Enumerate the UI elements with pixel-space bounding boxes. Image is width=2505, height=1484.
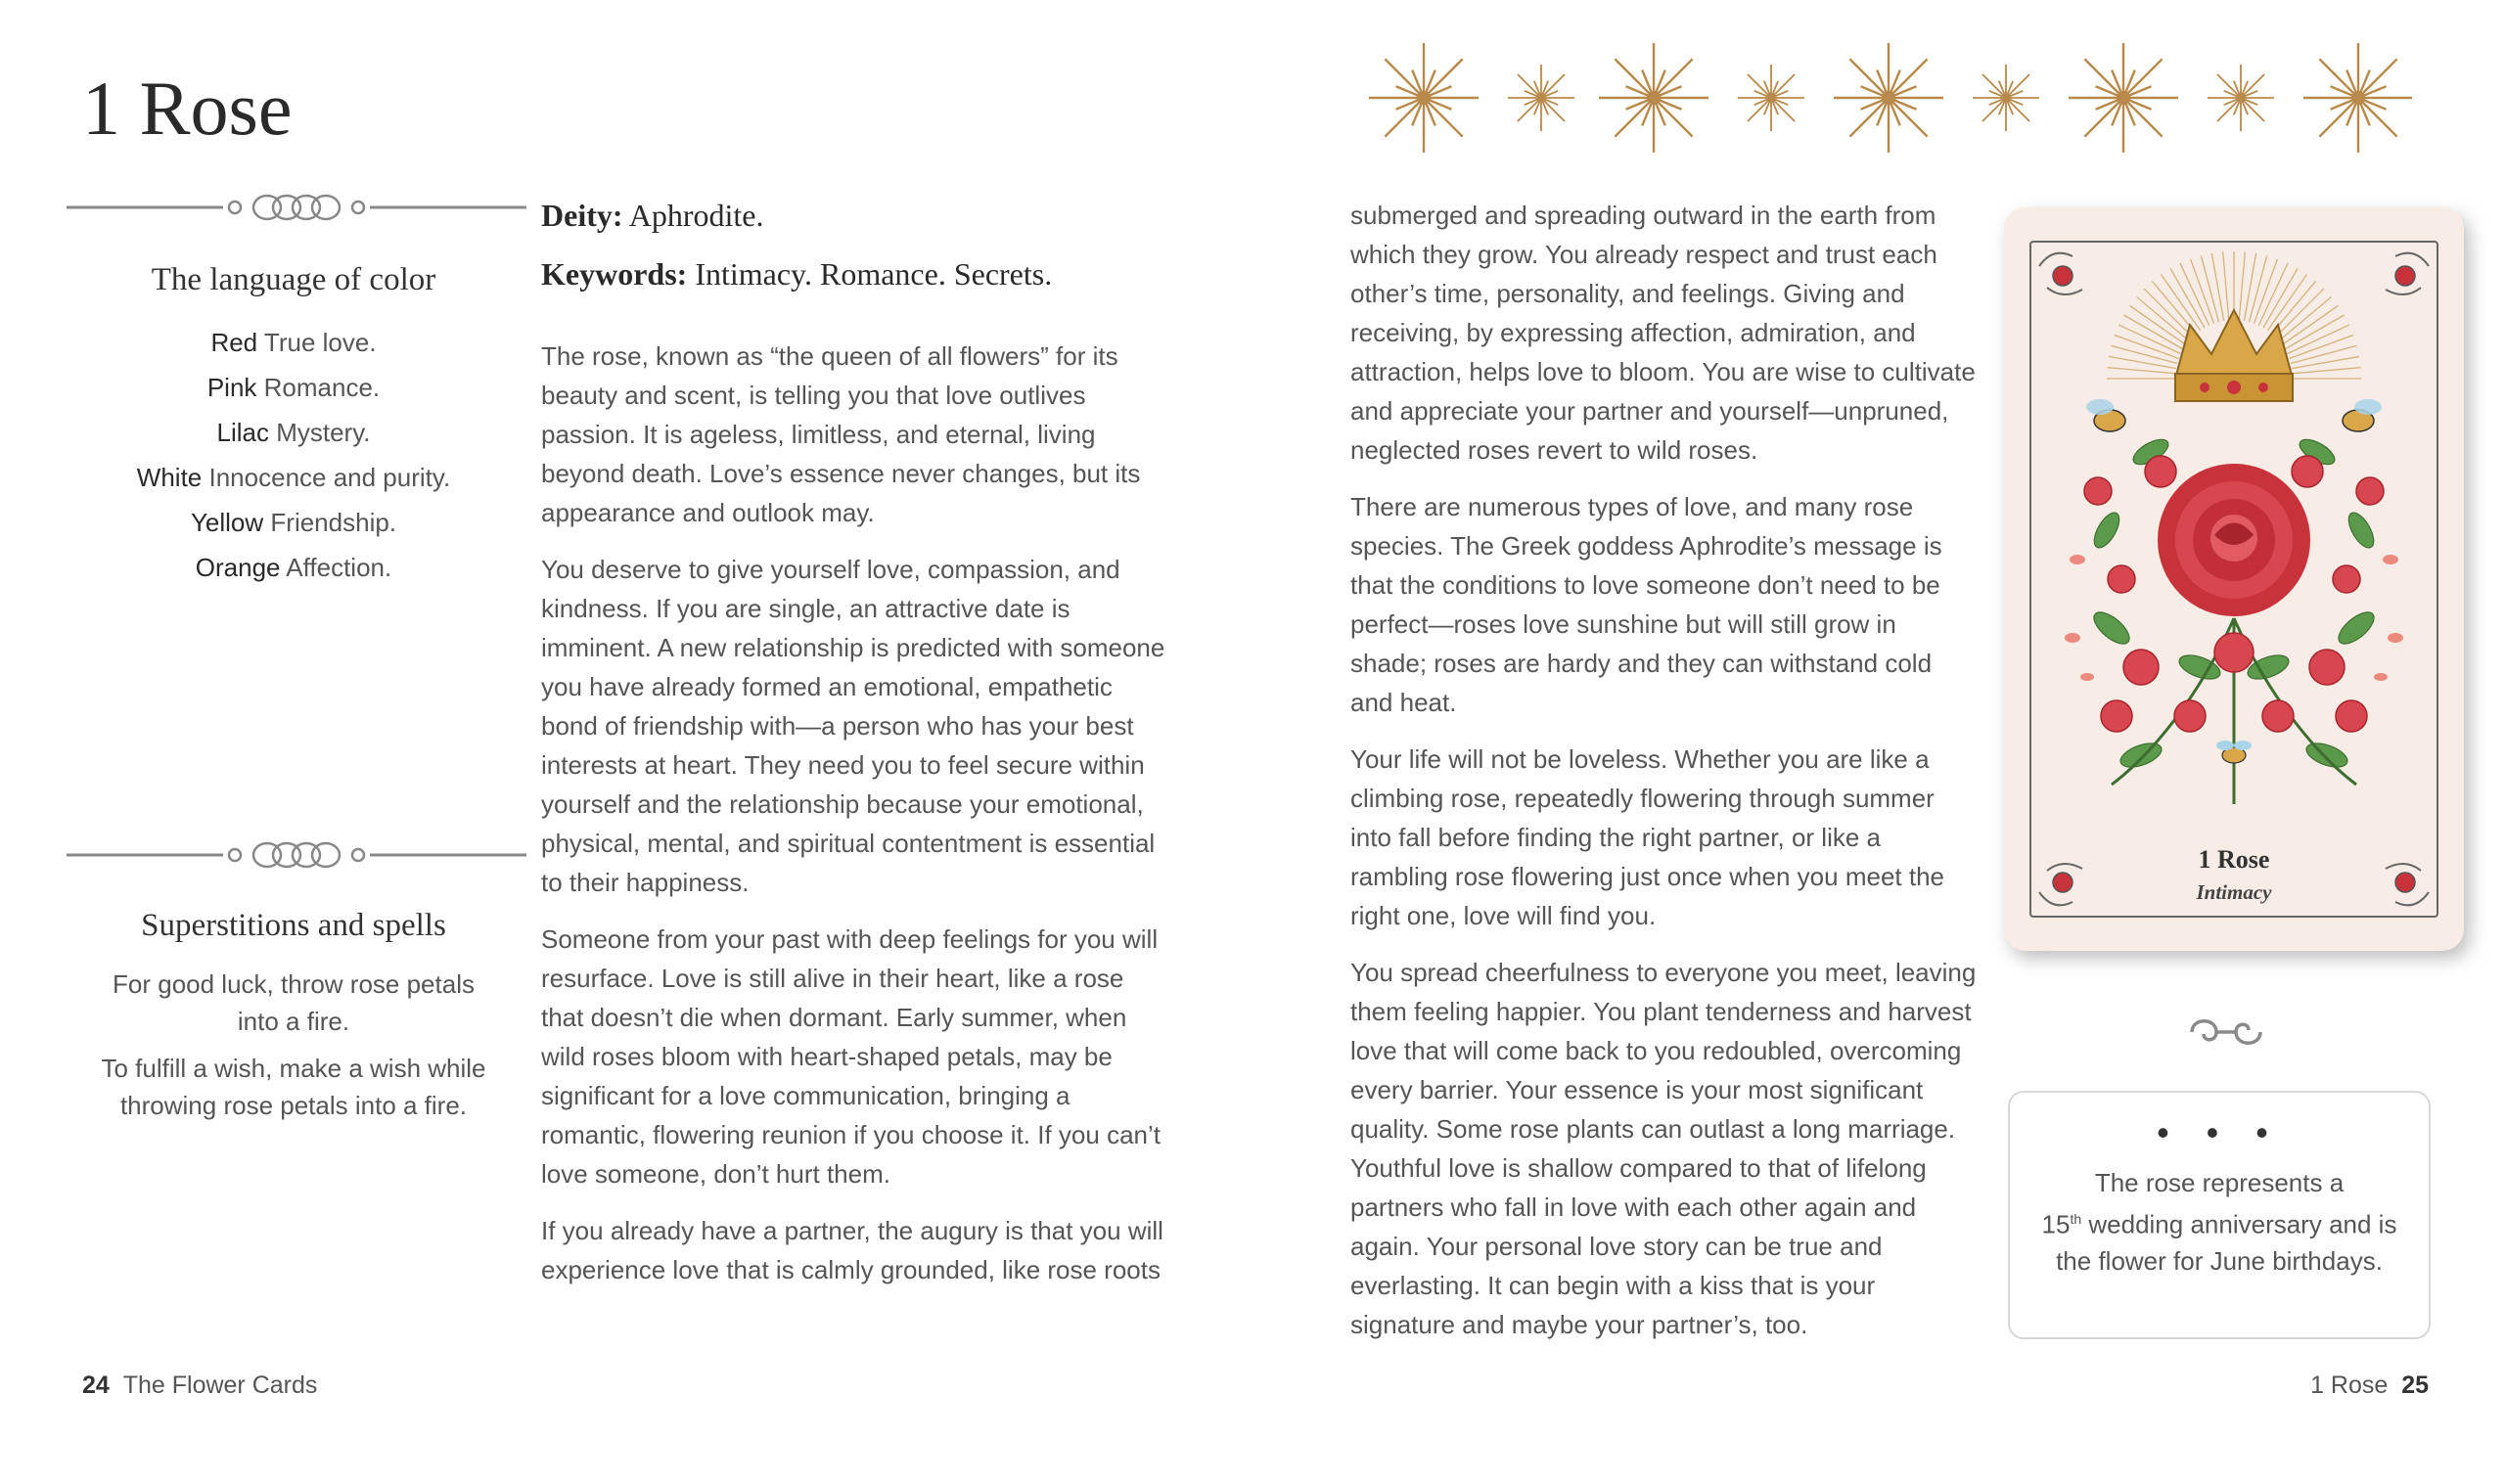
star-ornaments [1355,39,2412,157]
rose-illustration [2004,207,2464,951]
star-icon [1738,65,1804,131]
card-subtitle: Intimacy [2196,880,2272,904]
star-icon [2208,65,2274,131]
superstition-item: To fulfill a wish, make a wish while throwing rose petals into a fire. [101,1054,486,1120]
superstition-item: For good luck, throw rose petals into a fire. [113,969,475,1036]
deity-line: Deity: Aphrodite. [541,198,764,233]
star-icon [1599,43,1708,153]
page-number: 25 [2401,1372,2429,1399]
section-heading: Superstitions and spells [141,908,446,943]
running-footer: 1 Rose [2310,1372,2389,1399]
color-list [68,320,519,590]
star-icon [1834,43,1943,153]
body-paragraph: Someone from your past with deep feelings for you will resurface. Love is still alive in their heart, like a rose that doesn’t die when dormant. Early summer, when wild roses bloom with heart-shaped petals, may be significant for a love communication, bringing a romantic, flowering reunion if you choose it. If you can’t love someone, don’t hurt them. [541,924,1161,1189]
list-item: White Innocence and purity. [136,463,451,492]
right-text-column [1350,196,1977,1362]
body-paragraph: Your life will not be loveless. Whether you are like a climbing rose, repeatedly flowering through summer into fall before finding the right partner, or like a rambling rose flowering just once when you meet the right one, love will find you. [1350,744,1944,930]
list-item: Lilac Mystery. [216,418,371,447]
list-item: Orange Affection. [195,553,392,582]
main-text-column [541,196,1172,1307]
ornament-divider [67,194,526,221]
rose-card [2004,207,2464,951]
keywords-line: Keywords: Intimacy. Romance. Secrets. [541,256,1053,292]
bee-icon [2343,399,2382,431]
superstitions-section [93,908,494,1134]
list-item: Yellow Friendship. [190,508,397,537]
list-item: Pink Romance. [206,373,381,402]
body-paragraph: You spread cheerfulness to everyone you meet, leaving them feeling happier. You plant tenderness and harvest love that will come back to you redoubled, overcoming every barrier. Your essence is your most significant quality. Some rose plants can outlast a long marriage. Youthful love is shallow compared to that of lifelong partners who fall in love with each other again and again. Your personal love story can be true and everlasting. It can begin with a kiss that is your signature and maybe your partner’s, too. [1350,958,1977,1339]
info-box [2008,1091,2431,1339]
dots-ornament: • • • [2157,1112,2282,1152]
section-heading: The language of color [151,262,436,297]
bee-icon [2086,399,2125,431]
swirl-ornament-icon [2182,1010,2270,1055]
star-icon [2069,43,2178,153]
body-paragraph: The rose, known as “the queen of all flowers” for its beauty and scent, is telling you that love outlives passion. It is ageless, limitless, and eternal, living beyond death. Love’s essence never changes, but its appearance and outlook may. [541,341,1141,527]
ornament-divider [67,841,526,869]
running-footer: The Flower Cards [122,1372,318,1399]
body-paragraph: You deserve to give yourself love, compassion, and kindness. If you are single, an attractive date is imminent. A new relationship is predicted with someone you have already formed an emotional, empathetic bond of friendship with—a person who has your best interests at heart. They need you to feel secure within yourself and the relationship because your emotional, physical, mental, and spiritual contentment is essential to their happiness. [541,555,1165,897]
star-icon [1369,43,1479,153]
footer-right [2310,1372,2429,1400]
footer-left [82,1372,317,1400]
card-title: 1 Rose [2198,845,2270,874]
body-paragraph: There are numerous types of love, and many rose species. The Greek goddess Aphrodite’s message is that the conditions to love someone don’t need to be perfect—roses love sunshine but will still grow in shade; roses are hardy and they can withstand cold and heat. [1350,492,1942,717]
star-icon [1973,65,2039,131]
page-number: 24 [82,1372,110,1399]
rose-icon [2158,464,2310,616]
star-icon [2303,43,2412,153]
list-item: Red True love. [210,328,377,357]
body-paragraph: If you already have a partner, the augury is that you will experience love that is calmly grounded, like rose roots [541,1216,1163,1284]
language-of-color-section [68,262,519,590]
star-icon [1508,65,1574,131]
crown-icon [2175,310,2293,401]
body-paragraph: submerged and spreading outward in the earth from which they grow. You already respect and trust each other’s time, personality, and feelings. Giving and receiving, by expressing affection, admiration, and attraction, helps love to bloom. You are wise to cultivate and appreciate your partner and yourself—unpruned, neglected roses revert to wild roses. [1350,201,1976,465]
info-text: The rose represents a 15th wedding anniversary and is the flower for June birthdays. [2041,1168,2397,1276]
page-title: 1 Rose [82,66,293,151]
